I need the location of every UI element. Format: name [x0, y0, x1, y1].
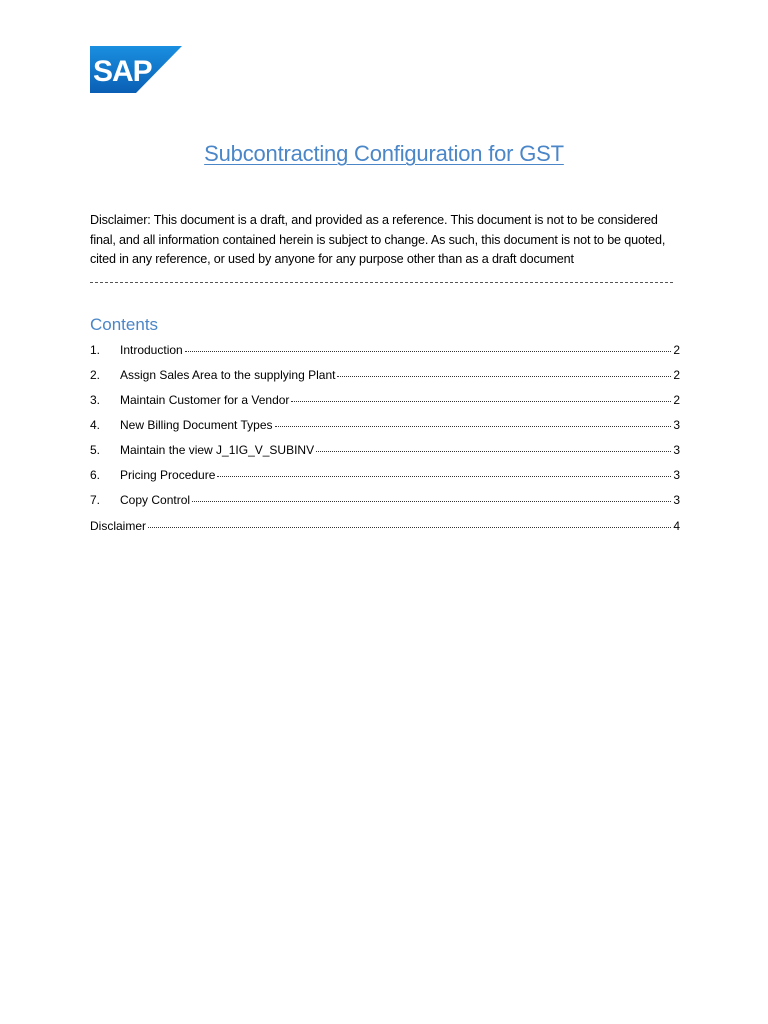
document-title: Subcontracting Configuration for GST — [204, 141, 564, 166]
toc-entry-page-number: 2 — [673, 393, 680, 407]
toc-entry[interactable] — [90, 467, 680, 485]
toc-entry-label: Assign Sales Area to the supplying Plant — [120, 368, 336, 382]
toc-entry-label: Maintain the view J_1IG_V_SUBINV — [120, 443, 315, 457]
toc-entry[interactable] — [90, 492, 680, 510]
toc-entry-number: 2. — [90, 368, 101, 382]
sap-logo-text: SAP — [93, 55, 152, 88]
toc-dot-leader — [192, 490, 671, 502]
toc-dot-leader — [337, 365, 671, 377]
toc-dot-leader — [148, 516, 671, 528]
toc-entry-label: Pricing Procedure — [120, 468, 216, 482]
dashed-divider — [90, 282, 673, 283]
toc-entry-page-number: 4 — [673, 519, 680, 533]
toc-entry[interactable] — [90, 342, 680, 360]
toc-dot-leader — [217, 465, 671, 477]
toc-entry[interactable] — [90, 367, 680, 385]
toc-dot-leader — [185, 340, 672, 352]
toc-entry-page-number: 3 — [673, 493, 680, 507]
toc-entry-page-number: 3 — [673, 418, 680, 432]
toc-dot-leader — [291, 390, 671, 402]
contents-heading: Contents — [90, 315, 159, 334]
toc-dot-leader — [316, 440, 671, 452]
toc-entry-page-number: 2 — [673, 343, 680, 357]
toc-entry-number: 4. — [90, 418, 101, 432]
sap-logo — [90, 46, 182, 93]
toc-entry-page-number: 3 — [673, 443, 680, 457]
toc-entry[interactable] — [90, 392, 680, 410]
toc-entry-number: 6. — [90, 468, 101, 482]
toc-entry-label: Introduction — [120, 343, 183, 357]
toc-entry-number: 3. — [90, 393, 101, 407]
toc-entry-number: 5. — [90, 443, 101, 457]
toc-entry[interactable] — [90, 518, 680, 536]
toc-entry[interactable] — [90, 417, 680, 435]
toc-entry-label: New Billing Document Types — [120, 418, 273, 432]
disclaimer-paragraph: Disclaimer: This document is a draft, and provided as a reference. This document is not to be considered final, and all information contained herein is subject to change. As such, this document is not to be quoted, cited in any reference, or used by anyone for any purpose other than as a draft document — [90, 213, 666, 266]
toc-entry-number: 1. — [90, 343, 101, 357]
toc-dot-leader — [275, 415, 672, 427]
toc-entry[interactable] — [90, 442, 680, 460]
toc-entry-label: Maintain Customer for a Vendor — [120, 393, 290, 407]
toc-entry-label: Disclaimer — [90, 519, 147, 533]
toc-entry-label: Copy Control — [120, 493, 191, 507]
toc-entry-page-number: 2 — [673, 368, 680, 382]
sap-registered-mark: ® — [145, 86, 151, 93]
toc-entry-page-number: 3 — [673, 468, 680, 482]
toc-entry-number: 7. — [90, 493, 101, 507]
